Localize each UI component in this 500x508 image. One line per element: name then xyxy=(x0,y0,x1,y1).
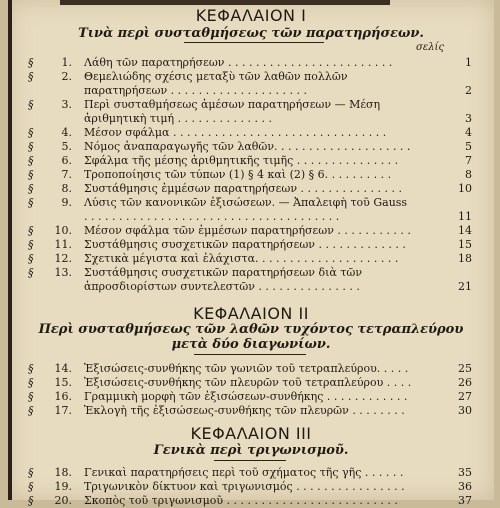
section-title: Λύσις τῶν κανονικῶν ἐξισώσεων. — Ἀπαλειφὴ τοῦ Gauss . . . . . . . . . . . . . . . . . . . . . . . . . . . . . . . . . . . . . xyxy=(84,196,408,223)
chapter-1-underline xyxy=(184,42,324,43)
toc-row[interactable] xyxy=(28,126,478,140)
toc-row[interactable] xyxy=(28,404,478,418)
section-number: 19. xyxy=(54,480,72,493)
section-title: Μέσον σφάλμα τῶν ἐμμέσων παρατηρήσεων . . . . . . . . . . . xyxy=(84,224,411,237)
section-page: 4 xyxy=(465,126,472,139)
section-mark: § xyxy=(28,376,34,389)
section-number: 8. xyxy=(61,182,72,195)
section-page: 35 xyxy=(458,466,472,479)
section-number: 15. xyxy=(54,376,72,389)
toc-row[interactable] xyxy=(28,182,478,196)
section-mark: § xyxy=(28,494,34,507)
section-number: 11. xyxy=(54,238,72,251)
section-mark: § xyxy=(28,140,34,153)
toc-row[interactable] xyxy=(28,238,478,252)
section-title: Τριγωνικὸν δίκτυον καὶ τριγωνισμός . . . . . . . . . . . . . . . . xyxy=(84,480,405,493)
toc-row[interactable] xyxy=(28,56,478,70)
section-number: 20. xyxy=(54,494,72,507)
section-title: Συστάθμησις ἐμμέσων παρατηρήσεων . . . . . . . . . . . . . . . xyxy=(84,182,402,195)
book-page xyxy=(8,0,494,507)
section-mark: § xyxy=(28,196,34,209)
section-title: Συστάθμησις συσχετικῶν παρατηρήσεων διὰ τῶν ἀπροσδιορίστων συντελεστῶν . . . . . . . . . . . . . . . xyxy=(84,266,363,293)
section-page: 1 xyxy=(465,56,472,69)
section-page: 15 xyxy=(458,238,472,251)
section-number: 5. xyxy=(61,140,72,153)
section-number: 4. xyxy=(61,126,72,139)
section-mark: § xyxy=(28,362,34,375)
section-title: Ἐκλογὴ τῆς ἐξισώσεως-συνθήκης τῶν πλευρῶν . . . . . . . . xyxy=(84,404,405,417)
section-number: 14. xyxy=(54,362,72,375)
section-page: 5 xyxy=(465,140,472,153)
toc-row[interactable] xyxy=(28,196,478,224)
section-page: 10 xyxy=(458,182,472,195)
section-page: 3 xyxy=(465,112,472,125)
section-page: 18 xyxy=(458,252,472,265)
section-page: 2 xyxy=(465,84,472,97)
section-page: 25 xyxy=(458,362,472,375)
section-title: Νόμος ἀναπαραγωγῆς τῶν λαθῶν. . . . . . . . . . . . . . . . . . . . xyxy=(84,140,411,153)
section-mark: § xyxy=(28,252,34,265)
section-title: Τροποποίησις τῶν τύπων (1) § 4 καὶ (2) § 6. . . . . . . . . . xyxy=(84,168,392,181)
section-title: Ἐξισώσεις-συνθήκης τῶν γωνιῶν τοῦ τετραπλεύρου. . . . . xyxy=(84,362,409,375)
section-mark: § xyxy=(28,154,34,167)
section-number: 12. xyxy=(54,252,72,265)
section-title: Σκοπὸς τοῦ τριγωνισμοῦ . . . . . . . . . . . . . . . . . . . . . . . . . xyxy=(84,494,398,507)
section-title: Σφάλμα τῆς μέσης ἀριθμητικῆς τιμῆς . . . . . . . . . . . . . . . xyxy=(84,154,399,167)
chapter-1-heading: ΚΕΦΑΛΑΙΟΝ I xyxy=(195,6,307,25)
chapter-2-heading: ΚΕΦΑΛΑΙΟΝ II xyxy=(193,304,309,323)
section-title: Θεμελιώδης σχέσις μεταξὺ τῶν λαθῶν πολλῶν παρατηρήσεων . . . . . . . . . . . . . . . . . . . . xyxy=(84,70,348,97)
section-title: Μέσον σφάλμα . . . . . . . . . . . . . . . . . . . . . . . . . . . . . . . xyxy=(84,126,387,139)
section-mark: § xyxy=(28,238,34,251)
section-mark: § xyxy=(28,266,34,279)
section-page: 7 xyxy=(465,154,472,167)
section-number: 16. xyxy=(54,390,72,403)
chapter-1-subtitle: Τινὰ περὶ συσταθμήσεως τῶν παρατηρήσεων. xyxy=(78,26,424,41)
section-page: 26 xyxy=(458,376,472,389)
chapter-3-underline xyxy=(214,460,286,461)
section-number: 7. xyxy=(61,168,72,181)
section-mark: § xyxy=(28,480,34,493)
section-number: 10. xyxy=(54,224,72,237)
section-title: Ἐξισώσεις-συνθήκης τῶν πλευρῶν τοῦ τετραπλεύρου . . . . xyxy=(84,376,412,389)
section-page: 30 xyxy=(458,404,472,417)
toc-row[interactable] xyxy=(28,494,478,508)
toc-row[interactable] xyxy=(28,376,478,390)
section-page: 27 xyxy=(458,390,472,403)
section-title: Λάθη τῶν παρατηρήσεων . . . . . . . . . . . . . . . . . . . . . . . . xyxy=(84,56,393,69)
section-number: 6. xyxy=(61,154,72,167)
section-mark: § xyxy=(28,390,34,403)
chapter-3-subtitle: Γενικὰ περὶ τριγωνισμοῦ. xyxy=(153,443,349,458)
section-mark: § xyxy=(28,98,34,111)
section-number: 2. xyxy=(61,70,72,83)
toc-row[interactable] xyxy=(28,154,478,168)
section-number: 13. xyxy=(54,266,72,279)
chapter-3-heading: ΚΕΦΑΛΑΙΟΝ III xyxy=(190,424,312,443)
toc-row[interactable] xyxy=(28,362,478,376)
top-rule xyxy=(60,0,390,5)
section-mark: § xyxy=(28,126,34,139)
section-page: 36 xyxy=(458,480,472,493)
chapter-2-underline xyxy=(194,354,306,355)
chapter-2-subtitle: Περὶ συσταθμήσεως τῶν λαθῶν τυχόντος τετραπλεύρου μετὰ δύο διαγωνίων. xyxy=(38,322,464,352)
section-number: 3. xyxy=(61,98,72,111)
section-title: Σχετικὰ μέγιστα καὶ ἐλάχιστα. . . . . . . . . . . . . . . . . . . . . xyxy=(84,252,399,265)
toc-row[interactable] xyxy=(28,224,478,238)
section-mark: § xyxy=(28,466,34,479)
section-page: 14 xyxy=(458,224,472,237)
page-column-header: σελίς xyxy=(416,42,445,53)
section-number: 18. xyxy=(54,466,72,479)
section-number: 17. xyxy=(54,404,72,417)
toc-row[interactable] xyxy=(28,70,478,98)
toc-row[interactable] xyxy=(28,168,478,182)
section-mark: § xyxy=(28,182,34,195)
section-page: 21 xyxy=(458,280,472,293)
section-title: Συστάθμησις συσχετικῶν παρατηρήσεων . . . . . . . . . . . . . xyxy=(84,238,406,251)
section-mark: § xyxy=(28,404,34,417)
section-page: 11 xyxy=(458,210,472,223)
toc-row[interactable] xyxy=(28,252,478,266)
section-mark: § xyxy=(28,70,34,83)
section-mark: § xyxy=(28,224,34,237)
toc-row[interactable] xyxy=(28,390,478,404)
toc-row[interactable] xyxy=(28,98,478,126)
section-number: 9. xyxy=(61,196,72,209)
section-page: 37 xyxy=(458,494,472,507)
toc-row[interactable] xyxy=(28,140,478,154)
section-title: Περὶ συσταθμήσεως ἀμέσων παρατηρήσεων — Μέση ἀριθμητικὴ τιμή . . . . . . . . . . . . . . xyxy=(84,98,381,125)
section-title: Γραμμικὴ μορφὴ τῶν ἐξισώσεων-συνθήκης . . . . . . . . . . . . xyxy=(84,390,408,403)
toc-row[interactable] xyxy=(28,480,478,494)
section-title: Γενικαὶ παρατηρήσεις περὶ τοῦ σχήματος τῆς γῆς . . . . . . xyxy=(84,466,404,479)
toc-row[interactable] xyxy=(28,266,478,294)
section-number: 1. xyxy=(61,56,72,69)
section-mark: § xyxy=(28,56,34,69)
section-mark: § xyxy=(28,168,34,181)
toc-row[interactable] xyxy=(28,466,478,480)
section-page: 8 xyxy=(465,168,472,181)
